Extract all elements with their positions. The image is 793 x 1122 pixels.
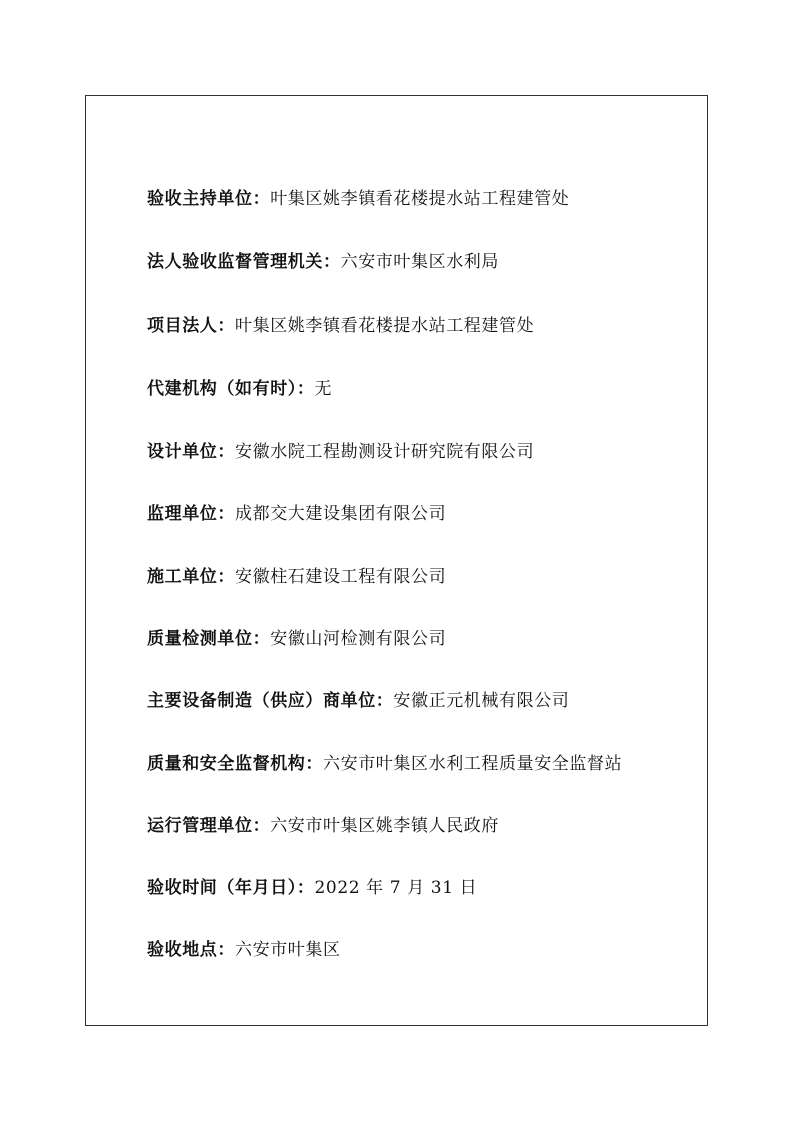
row-label: 项目法人： [147,316,235,336]
row-label: 运行管理单位： [147,816,271,836]
row-label: 施工单位： [147,567,235,587]
info-row-acceptance-location [147,939,341,961]
info-row-operation-management [147,815,499,837]
row-label: 质量和安全监督机构： [147,754,323,774]
row-label: 主要设备制造（供应）商单位： [147,691,394,711]
row-value: 无 [314,379,333,399]
row-label: 质量检测单位： [147,629,271,649]
row-label: 代建机构（如有时）： [147,379,315,399]
row-value: 2022 年 7 月 31 日 [314,878,478,898]
info-row-design-unit [147,441,534,463]
row-value: 安徽山河检测有限公司 [270,629,447,649]
row-value: 叶集区姚李镇看花楼提水站工程建管处 [235,316,535,336]
info-row-host-unit [147,188,569,210]
info-row-supervision-unit [147,503,446,525]
row-label: 法人验收监督管理机关： [147,252,341,272]
row-label: 设计单位： [147,442,235,462]
row-label: 验收地点： [147,940,235,960]
row-value: 六安市叶集区 [235,940,341,960]
row-value: 安徽水院工程勘测设计研究院有限公司 [235,442,535,462]
info-row-quality-safety-supervision [147,753,622,775]
info-row-supervising-authority [147,251,499,273]
row-label: 验收主持单位： [147,189,271,209]
info-row-acceptance-date [147,877,477,899]
row-value: 六安市叶集区水利工程质量安全监督站 [323,754,623,774]
row-value: 成都交大建设集团有限公司 [235,504,447,524]
row-value: 安徽正元机械有限公司 [393,691,570,711]
row-label: 验收时间（年月日）： [147,878,315,898]
row-value: 安徽柱石建设工程有限公司 [235,567,447,587]
row-value: 叶集区姚李镇看花楼提水站工程建管处 [270,189,570,209]
info-row-construction-unit [147,566,446,588]
info-row-equipment-supplier [147,690,569,712]
row-value: 六安市叶集区水利局 [340,252,500,272]
row-label: 监理单位： [147,504,235,524]
info-row-agent-construction [147,378,332,400]
row-value: 六安市叶集区姚李镇人民政府 [270,816,500,836]
info-row-quality-testing-unit [147,628,446,650]
info-row-project-legal-person [147,315,534,337]
